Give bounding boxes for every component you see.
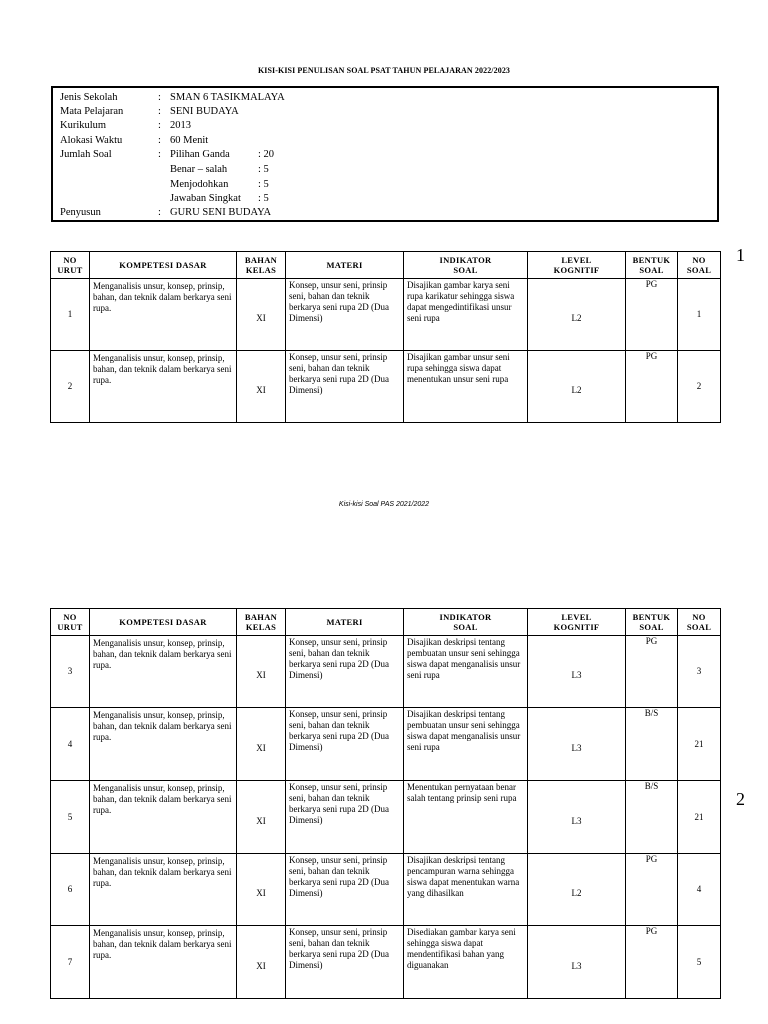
materi-cell: Konsep, unsur seni, prinsip seni, bahan dan teknik berkarya seni rupa 2D (Dua Dimensi) bbox=[286, 854, 404, 926]
indikator-cell: Disajikan deskripsi tentang pembuatan unsur seni sehingga siswa dapat menganalisis unsur seni rupa bbox=[404, 636, 528, 708]
table-row bbox=[51, 279, 721, 351]
indikator-cell: Disajikan deskripsi tentang pembuatan unsur seni sehingga siswa dapat menganalisis unsur seni rupa bbox=[404, 708, 528, 781]
page-number: 2 bbox=[736, 789, 745, 809]
row-number: 2 bbox=[51, 351, 90, 423]
info-label: Mata Pelajaran bbox=[60, 106, 124, 117]
header-bahan-kelas: BAHAN KELAS bbox=[237, 609, 286, 636]
level-kognitif-cell: L3 bbox=[528, 636, 626, 708]
kompetensi-dasar-cell: Menganalisis unsur, konsep, prinsip, bahan, dan teknik dalam berkarya seni rupa. bbox=[90, 708, 237, 781]
bentuk-soal-cell: B/S bbox=[626, 708, 678, 781]
info-label: Jumlah Soal bbox=[60, 149, 112, 160]
info-value: 60 Menit bbox=[170, 135, 209, 146]
info-label: Penyusun bbox=[60, 207, 101, 218]
info-value: 2013 bbox=[170, 120, 191, 131]
indikator-cell: Disajikan gambar unsur seni rupa sehingga siswa dapat menentukan unsur seni rupa bbox=[404, 351, 528, 423]
kompetensi-dasar-cell: Menganalisis unsur, konsep, prinsip, bahan, dan teknik dalam berkarya seni rupa. bbox=[90, 781, 237, 854]
breakdown-value: : 5 bbox=[258, 179, 269, 190]
table-row bbox=[51, 708, 721, 781]
bentuk-soal-cell: PG bbox=[626, 636, 678, 708]
info-breakdown-pg bbox=[170, 148, 274, 161]
info-mata-pelajaran bbox=[60, 105, 239, 118]
bentuk-soal-cell: PG bbox=[626, 279, 678, 351]
row-number: 1 bbox=[51, 279, 90, 351]
info-penyusun bbox=[60, 206, 271, 219]
header-bentuk-soal: BENTUK SOAL bbox=[626, 609, 678, 636]
info-breakdown-singkat bbox=[170, 192, 269, 205]
level-kognitif-cell: L2 bbox=[528, 351, 626, 423]
header-materi: MATERI bbox=[286, 252, 404, 279]
header-no-urut: NO URUT bbox=[51, 252, 90, 279]
materi-cell: Konsep, unsur seni, prinsip seni, bahan dan teknik berkarya seni rupa 2D (Dua Dimensi) bbox=[286, 279, 404, 351]
info-jumlah-soal bbox=[60, 148, 170, 161]
info-box bbox=[51, 86, 719, 222]
page-title: KISI-KISI PENULISAN SOAL PSAT TAHUN PELAJARAN 2022/2023 bbox=[257, 66, 511, 75]
page-number: 1 bbox=[736, 245, 745, 265]
kompetensi-dasar-cell: Menganalisis unsur, konsep, prinsip, bahan, dan teknik dalam berkarya seni rupa. bbox=[90, 279, 237, 351]
info-separator: : bbox=[158, 149, 161, 160]
level-kognitif-cell: L2 bbox=[528, 854, 626, 926]
header-level-kognitif: LEVEL KOGNITIF bbox=[528, 609, 626, 636]
bentuk-soal-cell: PG bbox=[626, 351, 678, 423]
breakdown-label: Benar – salah bbox=[170, 164, 228, 175]
materi-cell: Konsep, unsur seni, prinsip seni, bahan dan teknik berkarya seni rupa 2D (Dua Dimensi) bbox=[286, 351, 404, 423]
no-soal-cell: 21 bbox=[678, 708, 721, 781]
info-separator: : bbox=[158, 92, 161, 103]
row-number: 7 bbox=[51, 926, 90, 999]
bahan-kelas-cell: XI bbox=[237, 279, 286, 351]
table-header-row bbox=[51, 252, 721, 279]
header-no-urut: NO URUT bbox=[51, 609, 90, 636]
header-bahan-kelas: BAHAN KELAS bbox=[237, 252, 286, 279]
info-separator: : bbox=[158, 106, 161, 117]
breakdown-value: : 20 bbox=[258, 149, 275, 160]
kisi-table-2 bbox=[50, 608, 721, 999]
indikator-cell: Menentukan pernyataan benar salah tentang prinsip seni rupa bbox=[404, 781, 528, 854]
kisi-table-1 bbox=[50, 251, 721, 423]
header-no-soal: NO SOAL bbox=[678, 252, 721, 279]
info-value: GURU SENI BUDAYA bbox=[170, 207, 272, 218]
no-soal-cell: 4 bbox=[678, 854, 721, 926]
no-soal-cell: 2 bbox=[678, 351, 721, 423]
row-number: 3 bbox=[51, 636, 90, 708]
breakdown-value: : 5 bbox=[258, 164, 269, 175]
materi-cell: Konsep, unsur seni, prinsip seni, bahan dan teknik berkarya seni rupa 2D (Dua Dimensi) bbox=[286, 781, 404, 854]
bahan-kelas-cell: XI bbox=[237, 351, 286, 423]
row-number: 6 bbox=[51, 854, 90, 926]
bahan-kelas-cell: XI bbox=[237, 926, 286, 999]
indikator-cell: Disediakan gambar karya seni sehingga siswa dapat mendentifikasi bahan yang diguanakan bbox=[404, 926, 528, 999]
indikator-cell: Disajikan deskripsi tentang pencampuran warna sehingga siswa dapat menentukan warna yang dihasilkan bbox=[404, 854, 528, 926]
bentuk-soal-cell: PG bbox=[626, 854, 678, 926]
kompetensi-dasar-cell: Menganalisis unsur, konsep, prinsip, bahan, dan teknik dalam berkarya seni rupa. bbox=[90, 854, 237, 926]
info-label: Jenis Sekolah bbox=[60, 92, 118, 103]
header-indikator-soal: INDIKATOR SOAL bbox=[404, 609, 528, 636]
info-alokasi-waktu bbox=[60, 134, 208, 147]
header-kompetensi-dasar: KOMPETESI DASAR bbox=[90, 609, 237, 636]
header-indikator-soal: INDIKATOR SOAL bbox=[404, 252, 528, 279]
header-kompetensi-dasar: KOMPETESI DASAR bbox=[90, 252, 237, 279]
table-row bbox=[51, 854, 721, 926]
level-kognitif-cell: L3 bbox=[528, 708, 626, 781]
level-kognitif-cell: L2 bbox=[528, 279, 626, 351]
breakdown-value: : 5 bbox=[258, 193, 269, 204]
info-separator: : bbox=[158, 207, 161, 218]
level-kognitif-cell: L3 bbox=[528, 926, 626, 999]
breakdown-label: Menjodohkan bbox=[170, 179, 229, 190]
row-number: 5 bbox=[51, 781, 90, 854]
level-kognitif-cell: L3 bbox=[528, 781, 626, 854]
row-number: 4 bbox=[51, 708, 90, 781]
info-breakdown-menjodohkan bbox=[170, 178, 269, 191]
bentuk-soal-cell: B/S bbox=[626, 781, 678, 854]
breakdown-label: Jawaban Singkat bbox=[170, 193, 241, 204]
header-materi: MATERI bbox=[286, 609, 404, 636]
info-label: Kurikulum bbox=[60, 120, 107, 131]
info-value: SMAN 6 TASIKMALAYA bbox=[170, 92, 285, 103]
materi-cell: Konsep, unsur seni, prinsip seni, bahan dan teknik berkarya seni rupa 2D (Dua Dimensi) bbox=[286, 708, 404, 781]
header-bentuk-soal: BENTUK SOAL bbox=[626, 252, 678, 279]
info-breakdown-bs bbox=[170, 163, 269, 176]
kompetensi-dasar-cell: Menganalisis unsur, konsep, prinsip, bahan, dan teknik dalam berkarya seni rupa. bbox=[90, 351, 237, 423]
info-jenis-sekolah bbox=[60, 91, 285, 104]
table-row bbox=[51, 781, 721, 854]
table-header-row bbox=[51, 609, 721, 636]
footer-note: Kisi-kisi Soal PAS 2021/2022 bbox=[338, 501, 430, 508]
info-label: Alokasi Waktu bbox=[60, 135, 123, 146]
table-row bbox=[51, 926, 721, 999]
kompetensi-dasar-cell: Menganalisis unsur, konsep, prinsip, bahan, dan teknik dalam berkarya seni rupa. bbox=[90, 636, 237, 708]
indikator-cell: Disajikan gambar karya seni rupa karikatur sehingga siswa dapat mengedintifikasi unsur seni rupa bbox=[404, 279, 528, 351]
breakdown-label: Pilihan Ganda bbox=[170, 149, 230, 160]
info-separator: : bbox=[158, 135, 161, 146]
bahan-kelas-cell: XI bbox=[237, 708, 286, 781]
header-level-kognitif: LEVEL KOGNITIF bbox=[528, 252, 626, 279]
bahan-kelas-cell: XI bbox=[237, 854, 286, 926]
bahan-kelas-cell: XI bbox=[237, 636, 286, 708]
no-soal-cell: 5 bbox=[678, 926, 721, 999]
info-kurikulum bbox=[60, 119, 191, 132]
table-row bbox=[51, 351, 721, 423]
info-value: SENI BUDAYA bbox=[170, 106, 239, 117]
no-soal-cell: 21 bbox=[678, 781, 721, 854]
info-separator: : bbox=[158, 120, 161, 131]
materi-cell: Konsep, unsur seni, prinsip seni, bahan dan teknik berkarya seni rupa 2D (Dua Dimensi) bbox=[286, 636, 404, 708]
no-soal-cell: 1 bbox=[678, 279, 721, 351]
kompetensi-dasar-cell: Menganalisis unsur, konsep, prinsip, bahan, dan teknik dalam berkarya seni rupa. bbox=[90, 926, 237, 999]
header-no-soal: NO SOAL bbox=[678, 609, 721, 636]
bahan-kelas-cell: XI bbox=[237, 781, 286, 854]
no-soal-cell: 3 bbox=[678, 636, 721, 708]
table-row bbox=[51, 636, 721, 708]
bentuk-soal-cell: PG bbox=[626, 926, 678, 999]
materi-cell: Konsep, unsur seni, prinsip seni, bahan dan teknik berkarya seni rupa 2D (Dua Dimensi) bbox=[286, 926, 404, 999]
